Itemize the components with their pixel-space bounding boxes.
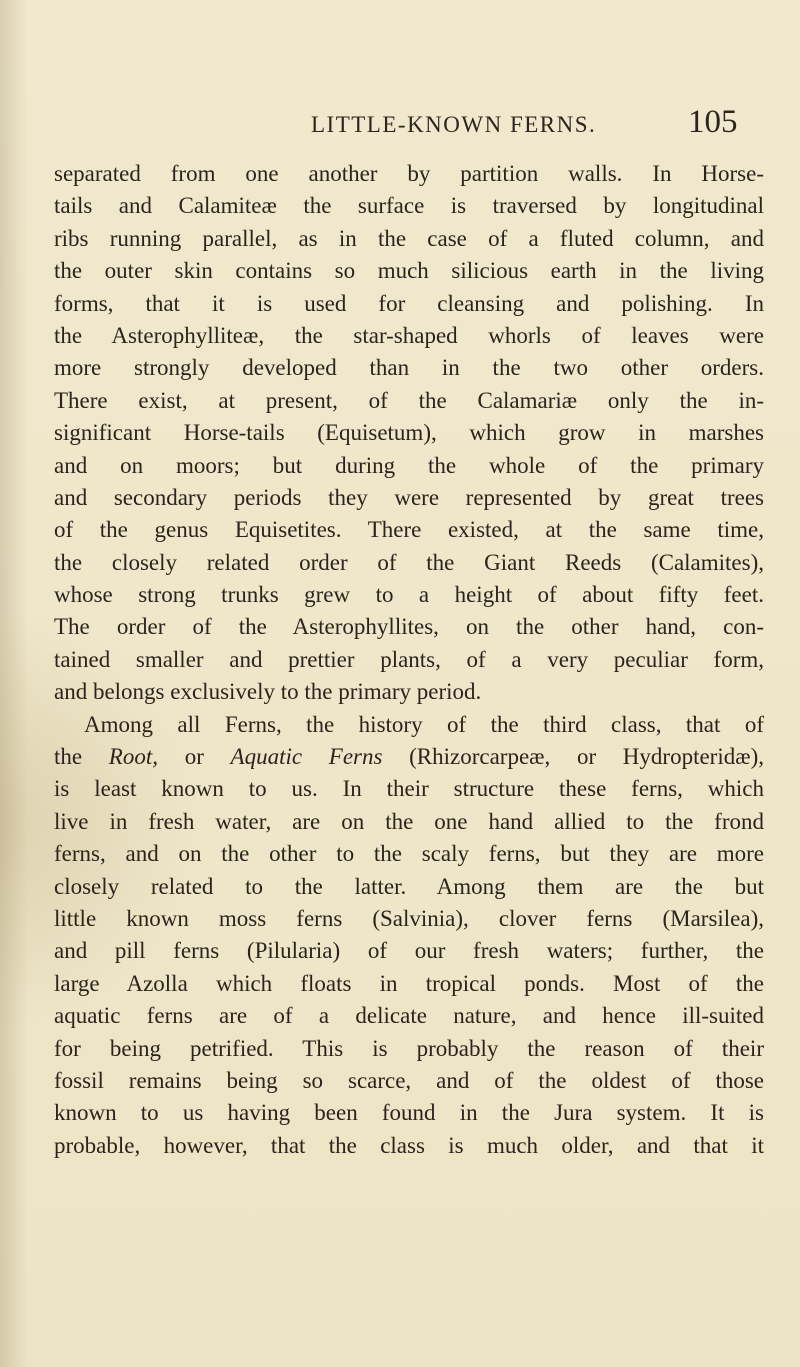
text-line: of the genus Equisetites. There existed, at the same time, — [54, 517, 764, 543]
text-line: the outer skin contains so much silicious earth in the living — [54, 258, 764, 284]
text-line: fossil remains being so scarce, and of the oldest of those — [54, 1067, 764, 1093]
text-line-mixed — [54, 741, 764, 773]
text-line: known to us having been found in the Jura system. It is — [54, 1100, 764, 1126]
text-line: more strongly developed than in the two other orders. — [54, 355, 764, 381]
text-line: large Azolla which floats in tropical ponds. Most of the — [54, 970, 764, 996]
text-line: tails and Calamiteæ the surface is traversed by longitudinal — [54, 193, 764, 219]
text-line: and pill ferns (Pilularia) of our fresh waters; further, the — [54, 938, 764, 964]
text-line: ribs running parallel, as in the case of a fluted column, and — [54, 225, 764, 251]
text-line: little known moss ferns (Salvinia), clover ferns (Marsilea), — [54, 905, 764, 931]
text-run: or — [158, 744, 231, 770]
text-line: forms, that it is used for cleansing and polishing. In — [54, 290, 764, 316]
text-line: The order of the Asterophyllites, on the other hand, con- — [54, 614, 764, 640]
text-line: the Asterophylliteæ, the star-shaped whorls of leaves were — [54, 322, 764, 348]
text-line-paragraph-end: and belongs exclusively to the primary period. — [54, 679, 482, 705]
text-line: for being petrified. This is probably the reason of their — [54, 1035, 764, 1061]
text-line: There exist, at present, of the Calamariæ only the in- — [54, 387, 764, 413]
page-number: 105 — [688, 104, 738, 140]
text-line: closely related to the latter. Among them are the but — [54, 873, 764, 899]
text-run: (Rhizorcarpeæ, or Hydropteridæ), — [382, 744, 764, 770]
text-line: the closely related order of the Giant Reeds (Calamites), — [54, 549, 764, 575]
text-line: significant Horse-tails (Equisetum), which grow in marshes — [54, 420, 764, 446]
italic-term-aquatic-ferns: Aquatic Ferns — [230, 744, 383, 770]
text-line: tained smaller and prettier plants, of a very peculiar form, — [54, 646, 764, 672]
text-line: is least known to us. In their structure these ferns, which — [54, 776, 764, 802]
text-line: live in fresh water, are on the one hand allied to the frond — [54, 808, 764, 834]
text-line: separated from one another by partition walls. In Horse- — [54, 161, 764, 186]
running-head — [0, 104, 800, 152]
text-line: and on moors; but during the whole of the primary — [54, 452, 764, 478]
text-line: whose strong trunks grew to a height of about fifty feet. — [54, 582, 764, 608]
text-line-paragraph-start: Among all Ferns, the history of the third class, that of — [84, 711, 764, 737]
body-text — [54, 158, 764, 1162]
text-line: and secondary periods they were represented by great trees — [54, 484, 764, 510]
text-run: the — [54, 744, 109, 770]
running-title: LITTLE-KNOWN FERNS. — [311, 112, 597, 137]
italic-term-root: Root, — [108, 744, 158, 770]
text-line: probable, however, that the class is much older, and that it — [54, 1132, 764, 1158]
text-line: aquatic ferns are of a delicate nature, and hence ill-suited — [54, 1003, 764, 1029]
text-line: ferns, and on the other to the scaly ferns, but they are more — [54, 841, 764, 867]
